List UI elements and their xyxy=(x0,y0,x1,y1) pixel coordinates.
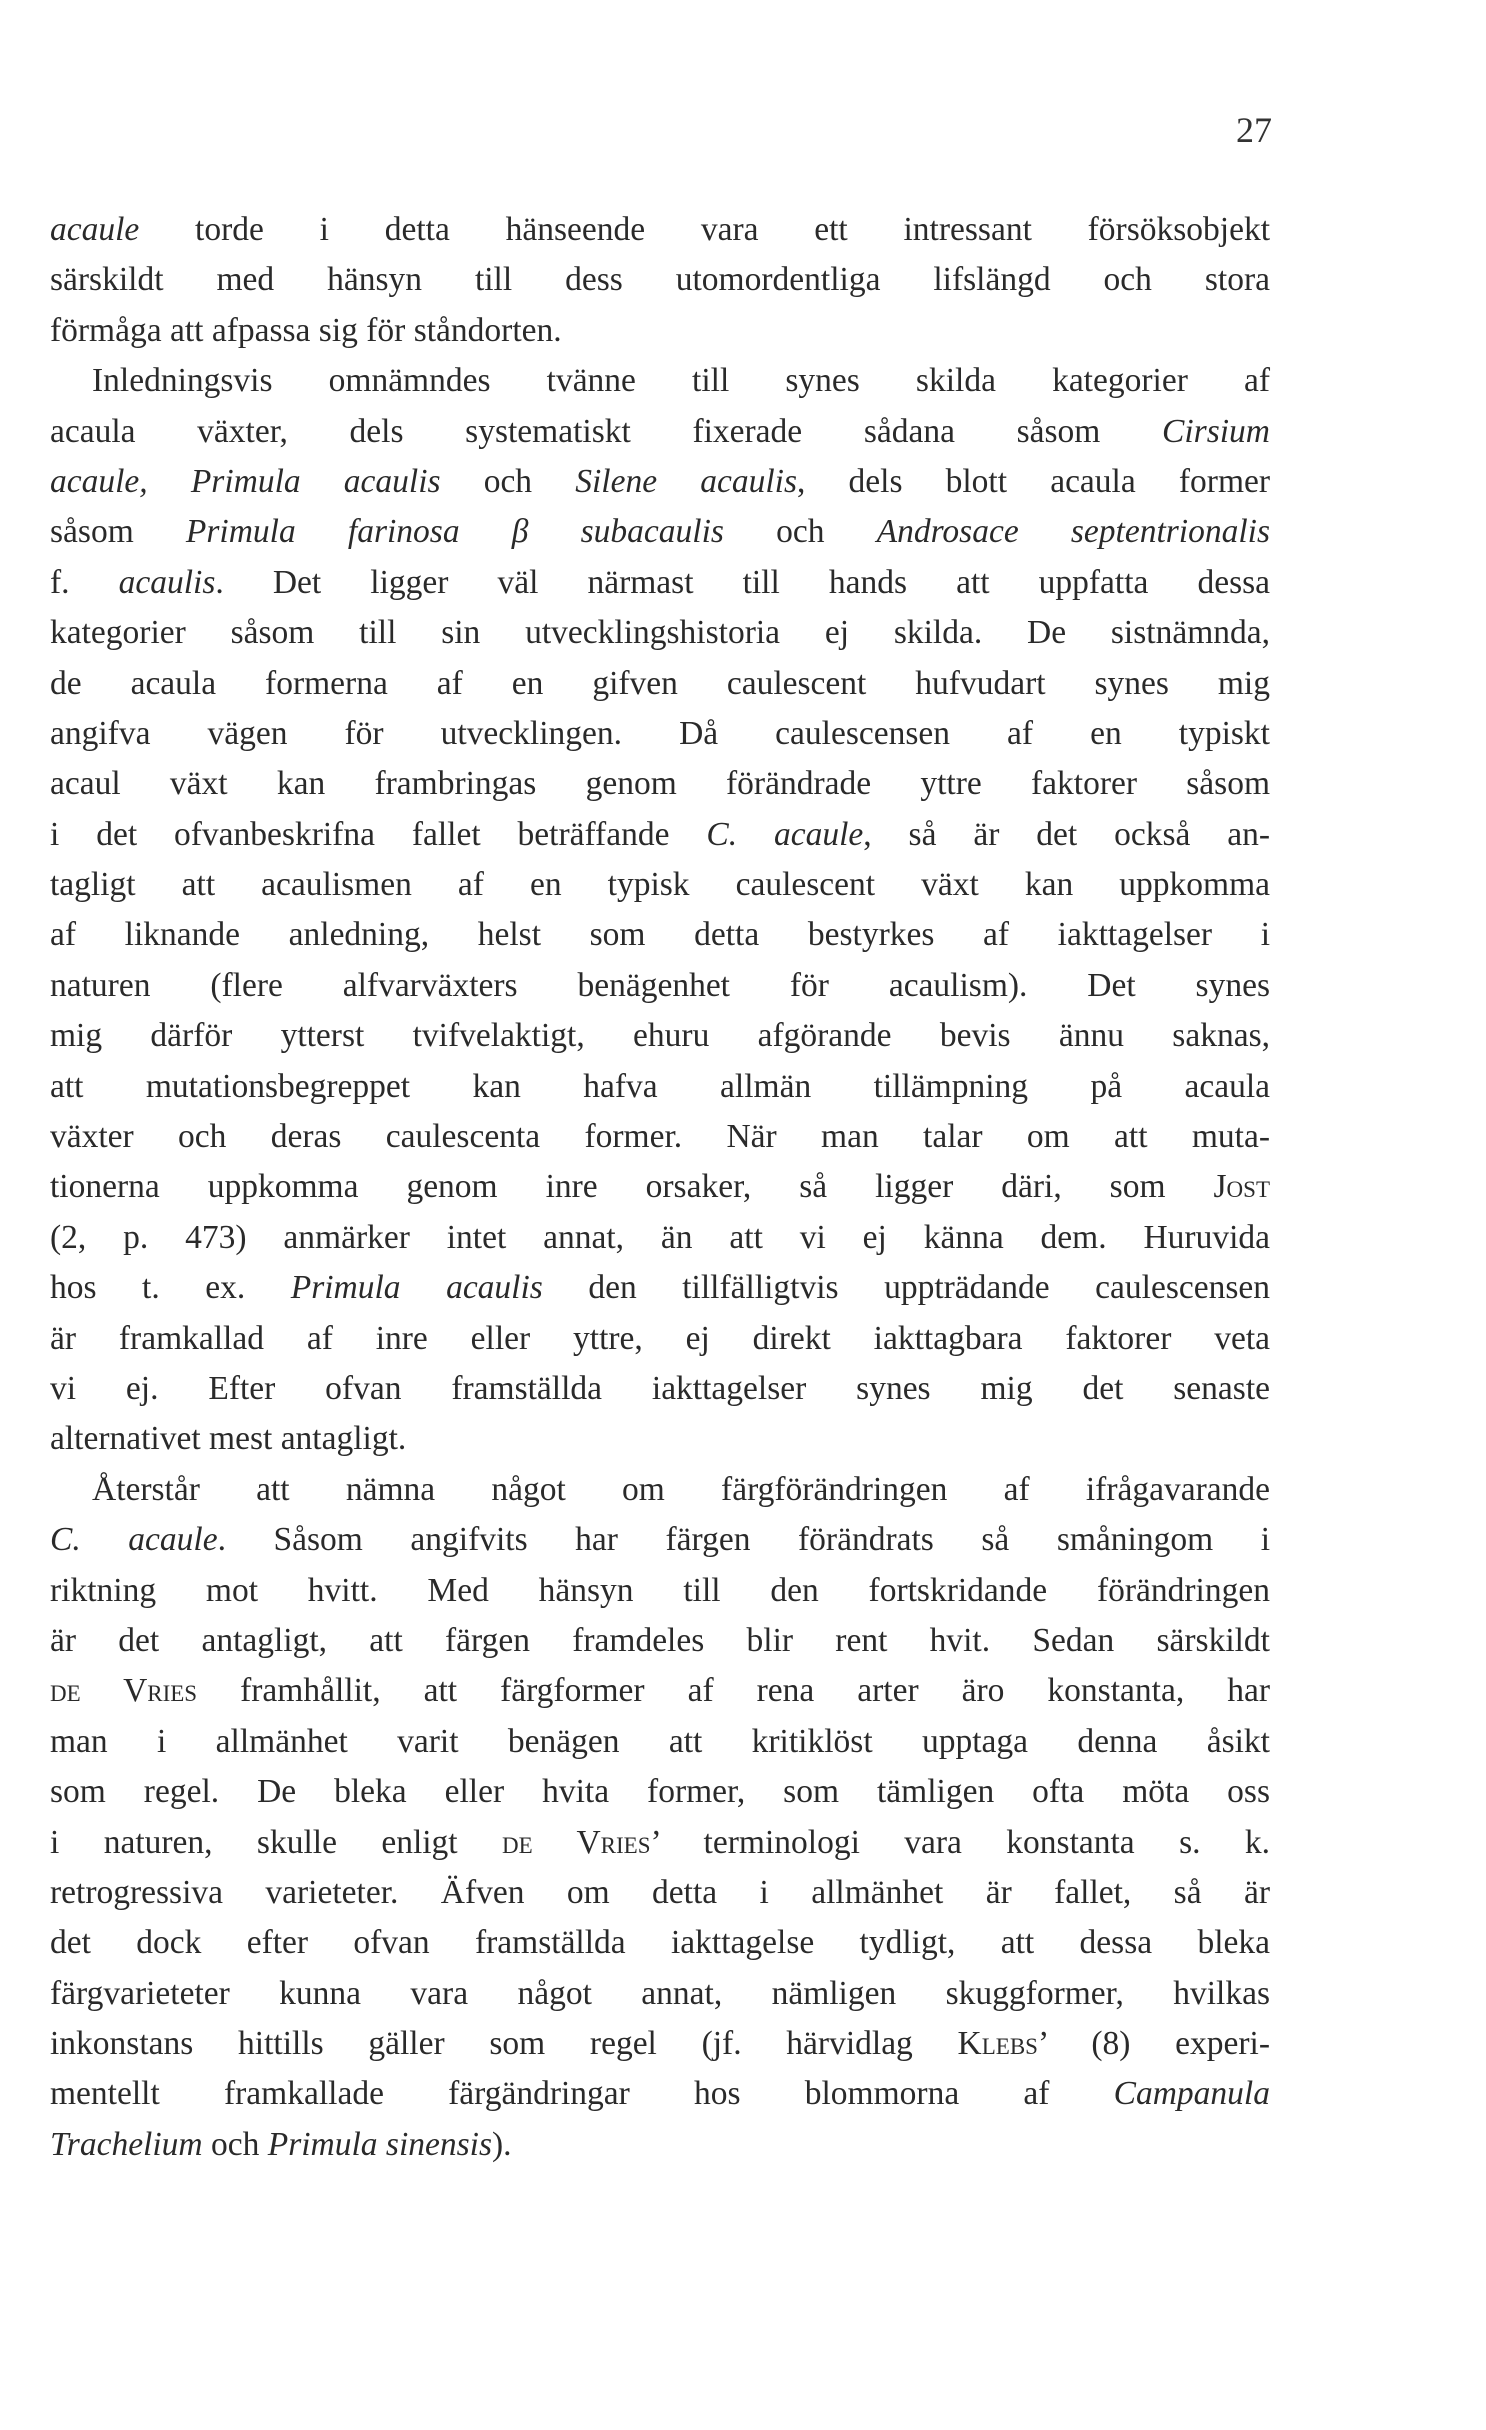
text-run: de acaula formerna af en gifven caulescent hufvudart synes mig xyxy=(50,664,1270,702)
text-line xyxy=(50,1011,1270,1061)
text-line xyxy=(50,709,1270,759)
italic-term: acaulis xyxy=(118,563,216,601)
italic-term: C. acaule xyxy=(50,1521,218,1559)
text-line xyxy=(50,910,1270,960)
text-run: att mutationsbegreppet kan hafva allmän tillämpning på acaula xyxy=(50,1067,1270,1105)
text-run: särskildt med hänsyn till dess utomordentliga lifslängd och stora xyxy=(50,261,1270,299)
text-run: kategorier såsom till sin utvecklingshistoria ej skilda. De sistnämnda, xyxy=(50,614,1270,652)
text-run: det dock efter ofvan framställda iakttagelse tydligt, att dessa bleka xyxy=(50,1924,1270,1962)
text-run: hos t. ex. xyxy=(50,1269,291,1307)
text-line xyxy=(50,2120,1270,2170)
text-run: mig därför ytterst tvifvelaktigt, ehuru afgörande bevis ännu saknas, xyxy=(50,1017,1270,1055)
text-run: . Det ligger väl närmast till hands att uppfatta dessa xyxy=(215,563,1271,601)
text-line xyxy=(50,1566,1270,1616)
text-run: f. xyxy=(50,563,119,601)
italic-term: C. acaule xyxy=(706,815,864,853)
italic-term: Campanula xyxy=(1113,2075,1270,2113)
text-line xyxy=(50,407,1270,457)
text-run: tionerna uppkomma genom inre orsaker, så ligger däri, som xyxy=(50,1168,1214,1206)
text-run: och xyxy=(723,513,877,551)
italic-term: Silene acaulis xyxy=(575,462,797,500)
text-run: af liknande anledning, helst som detta bestyrkes af iakttagelser i xyxy=(50,916,1270,954)
text-run: angifva vägen för utvecklingen. Då caulescensen af en typiskt xyxy=(50,714,1270,752)
italic-term: Primula farinosa β subacaulis xyxy=(185,513,724,551)
text-line xyxy=(50,1364,1270,1414)
text-line xyxy=(50,759,1270,809)
page-number: 27 xyxy=(1236,110,1272,150)
text-run: retrogressiva varieteter. Äfven om detta i allmänhet är fallet, så är xyxy=(50,1873,1270,1911)
text-line xyxy=(50,1969,1270,2019)
text-line xyxy=(50,507,1270,557)
text-run: (2, p. 473) anmärker intet annat, än att vi ej känna dem. Huruvida xyxy=(50,1218,1270,1256)
italic-term: acaule, Primula acaulis xyxy=(50,462,441,500)
text-run: acaul växt kan frambringas genom förändrade yttre faktorer såsom xyxy=(50,765,1270,803)
text-run: och xyxy=(202,2125,268,2163)
author-name: de Vries xyxy=(502,1823,651,1861)
author-name: de Vries xyxy=(50,1672,198,1710)
text-run: acaula växter, dels systematiskt fixerade sådana såsom xyxy=(50,412,1163,450)
italic-term: Cirsium xyxy=(1162,412,1270,450)
text-line xyxy=(50,659,1270,709)
author-name: Klebs xyxy=(957,2025,1038,2063)
text-line xyxy=(50,1414,1270,1464)
text-run: ). xyxy=(492,2125,512,2163)
text-line xyxy=(50,255,1270,305)
text-run: torde i detta hänseende vara ett intressant försöksobjekt xyxy=(139,211,1270,248)
author-name: Jost xyxy=(1213,1168,1270,1206)
text-run: den tillfälligtvis uppträdande caulescensen xyxy=(542,1269,1270,1307)
text-run: Inledningsvis omnämndes tvänne till synes skilda kategorier af xyxy=(92,362,1270,400)
text-run: i det ofvanbeskrifna fallet beträffande xyxy=(50,815,707,853)
text-run: framhållit, att färgformer af rena arter äro konstanta, har xyxy=(197,1672,1270,1710)
text-run: inkonstans hittills gäller som regel (jf. härvidlag xyxy=(50,2025,958,2063)
text-line xyxy=(50,2019,1270,2069)
text-run: färgvarieteter kunna vara något annat, nämligen skuggformer, hvilkas xyxy=(50,1974,1270,2012)
text-line xyxy=(50,1263,1270,1313)
text-run: riktning mot hvitt. Med hänsyn till den fortskridande förändringen xyxy=(50,1571,1270,1609)
text-line xyxy=(50,1465,1270,1515)
text-run: , så är det också an- xyxy=(863,815,1271,853)
text-line xyxy=(50,457,1270,507)
text-line xyxy=(50,1717,1270,1767)
text-line xyxy=(50,356,1270,406)
text-line xyxy=(50,205,1270,255)
text-line xyxy=(50,608,1270,658)
text-run: i naturen, skulle enligt xyxy=(50,1823,503,1861)
text-line xyxy=(50,1062,1270,1112)
text-line xyxy=(50,1162,1270,1212)
text-run: vi ej. Efter ofvan framställda iakttagelser synes mig det senaste xyxy=(50,1369,1270,1407)
text-line xyxy=(50,1515,1270,1565)
text-run: . Såsom angifvits har färgen förändrats så småningom i xyxy=(217,1521,1271,1559)
italic-term: Androsace septentrionalis xyxy=(876,513,1270,551)
text-line xyxy=(50,961,1270,1011)
text-line xyxy=(50,1818,1270,1868)
text-run: alternativet mest antagligt. xyxy=(50,1420,407,1458)
text-line xyxy=(50,306,1270,356)
text-run: och xyxy=(440,462,576,500)
text-run: är framkallad af inre eller yttre, ej direkt iakttagbara faktorer veta xyxy=(50,1319,1270,1357)
text-run: ’ terminologi vara konstanta s. k. xyxy=(650,1823,1270,1861)
text-line xyxy=(50,1918,1270,1968)
text-line xyxy=(50,558,1270,608)
text-line xyxy=(50,1767,1270,1817)
text-run: som regel. De bleka eller hvita former, som tämligen ofta möta oss xyxy=(50,1773,1270,1811)
italic-term: Primula sinensis xyxy=(267,2125,493,2163)
text-run: tagligt att acaulismen af en typisk caulescent växt kan uppkomma xyxy=(50,866,1270,904)
text-run: Återstår att nämna något om färgförändringen af ifrågavarande xyxy=(92,1470,1270,1508)
text-run: ’ (8) experi- xyxy=(1037,2025,1270,2063)
body-text xyxy=(50,205,1270,2170)
italic-term: Trachelium xyxy=(50,2125,203,2163)
text-line xyxy=(50,860,1270,910)
text-line xyxy=(50,810,1270,860)
text-line xyxy=(50,2069,1270,2119)
text-run: man i allmänhet varit benägen att kritiklöst upptaga denna åsikt xyxy=(50,1722,1270,1760)
text-run: naturen (flere alfvarväxters benägenhet för acaulism). Det synes xyxy=(50,966,1270,1004)
text-run: såsom xyxy=(50,513,186,551)
text-line xyxy=(50,1314,1270,1364)
text-line xyxy=(50,1213,1270,1263)
italic-term: acaule xyxy=(50,211,140,248)
text-run: mentellt framkallade färgändringar hos blommorna af xyxy=(50,2075,1114,2113)
text-line xyxy=(50,1868,1270,1918)
text-run: växter och deras caulescenta former. När man talar om att muta- xyxy=(50,1118,1270,1156)
text-line xyxy=(50,1112,1270,1162)
text-line xyxy=(50,1666,1270,1716)
text-run: är det antagligt, att färgen framdeles blir rent hvit. Sedan särskildt xyxy=(50,1621,1270,1659)
text-run: förmåga att afpassa sig för ståndorten. xyxy=(50,311,562,349)
italic-term: Primula acaulis xyxy=(290,1269,543,1307)
text-line xyxy=(50,1616,1270,1666)
text-run: , dels blott acaula former xyxy=(797,462,1271,500)
